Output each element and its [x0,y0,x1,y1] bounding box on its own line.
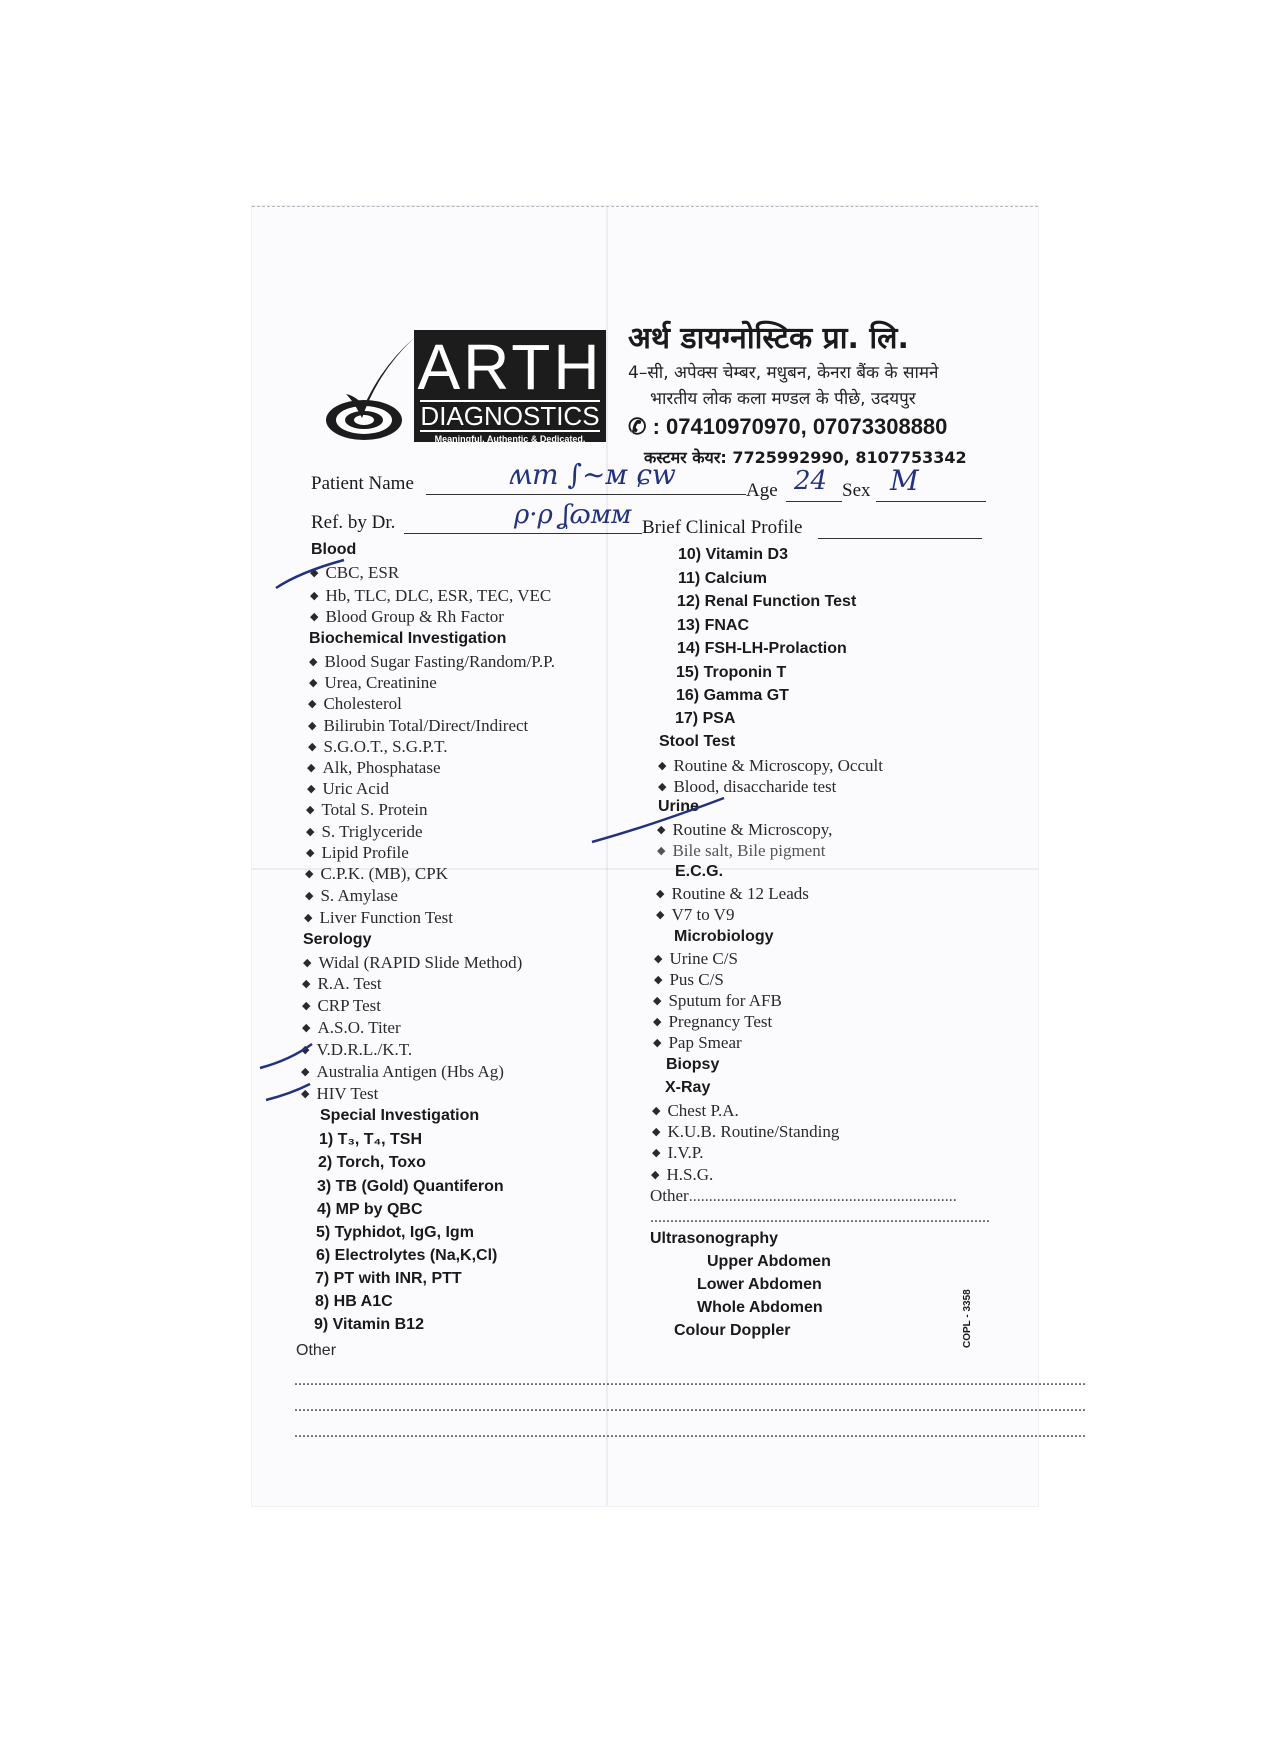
special-test-item: 17) PSA [675,710,736,727]
test-item: ◆ H.S.G. [651,1165,714,1184]
special-test-item: 4) MP by QBC [317,1201,423,1218]
test-item: ◆ R.A. Test [302,974,382,993]
test-item: ◆ Routine & Microscopy, Occult [658,756,883,775]
section-title-ultrasonography: Ultrasonography [650,1230,779,1247]
age-line [786,501,842,502]
usg-item: Upper Abdomen [707,1253,831,1270]
test-item: ◆ Urine C/S [654,949,738,968]
test-item: ◆ I.V.P. [652,1143,704,1162]
test-item: ◆ Total S. Protein [306,800,428,819]
section-title-urine: Urine [658,798,699,815]
test-item: ◆ Blood Group & Rh Factor [310,607,504,626]
form-code: COPL - 3358 [962,1289,973,1348]
other-label: Other [296,1342,337,1359]
section-title-microbiology: Microbiology [674,928,774,945]
test-item: ◆ Routine & 12 Leads [656,884,809,903]
logo-sub-text: DIAGNOSTICS [420,401,600,431]
special-test-item: 2) Torch, Toxo [318,1154,426,1171]
test-item: ◆ V.D.R.L./K.T. [301,1040,413,1059]
dotted-line: ...................................................................................................................................................................................................... [294,1372,1086,1389]
sex-line [876,501,986,502]
section-title-stool: Stool Test [659,733,736,750]
sex-label: Sex [842,480,871,501]
tear-line [252,206,1038,207]
test-item: ◆ Lipid Profile [306,843,409,862]
test-item: ◆ Blood Sugar Fasting/Random/P.P. [309,652,555,671]
patient-name-line [426,494,746,495]
test-item: ◆ Alk, Phosphatase [307,758,441,777]
test-item: ◆ C.P.K. (MB), CPK [305,864,449,883]
target-check-icon [322,332,416,442]
test-item: ◆ K.U.B. Routine/Standing [652,1122,840,1141]
patient-name-handwriting: ʍm ∫~ᴍ ɕw [508,458,676,491]
phone-icon: ✆ [628,414,647,439]
special-test-item: 12) Renal Function Test [677,593,857,610]
dotted-line: ...................................................................................................................................................................................................... [294,1398,1086,1415]
ref-by-dr-label: Ref. by Dr. [311,512,396,533]
test-item: ◆ Bilirubin Total/Direct/Indirect [308,716,529,735]
logo-main-text: ARTH [417,331,603,403]
logo-wordmark [414,330,606,442]
test-item: ◆ Pregnancy Test [653,1012,773,1031]
age-handwritten-value: 24 [794,466,828,496]
test-item: ◆ Urea, Creatinine [309,673,437,692]
section-title-serology: Serology [303,931,372,948]
test-item: ◆ Sputum for AFB [653,991,782,1010]
test-item: ◆ Routine & Microscopy, [657,820,833,839]
usg-item: Colour Doppler [674,1322,791,1339]
usg-item: Lower Abdomen [697,1276,822,1293]
special-test-item: 16) Gamma GT [676,687,789,704]
test-item: ◆ S. Amylase [305,886,398,905]
test-item: ◆ S.G.O.T., S.G.P.T. [308,737,448,756]
special-test-item: 5) Typhidot, IgG, Igm [316,1224,474,1241]
phone-text: : 07410970970, 07073308880 [652,414,948,439]
address-line-1: 4–सी, अपेक्स चेम्बर, मधुबन, केनरा बैंक के सामने [628,363,939,383]
test-item: ◆ Blood, disaccharide test [658,777,837,796]
section-title-ecg: E.C.G. [675,863,724,880]
special-test-item: 10) Vitamin D3 [678,546,788,563]
section-title-biopsy: Biopsy [666,1056,720,1073]
patient-name-label: Patient Name [311,473,414,494]
ref-by-dr-line [404,533,642,534]
other-label: Other................................................................... [650,1186,957,1205]
test-item: ◆ Australia Antigen (Hbs Ag) [301,1062,504,1081]
company-name: अर्थ डायग्नोस्टिक प्रा. लि. [628,321,909,356]
section-title-biochemical: Biochemical Investigation [309,630,507,647]
ref-doctor-handwriting: ρ·ρ ʆɷᴍᴍ [514,500,632,530]
address-line-2: भारतीय लोक कला मण्डल के पीछे, उदयपुर [650,389,916,409]
clinical-profile-label: Brief Clinical Profile [642,517,803,538]
special-test-item: 9) Vitamin B12 [314,1316,424,1333]
age-label: Age [746,480,778,501]
special-test-item: 8) HB A1C [315,1293,393,1310]
test-item: ◆ Cholesterol [308,694,402,713]
test-item: ◆ Pus C/S [654,970,724,989]
test-item: ◆ Pap Smear [653,1033,742,1052]
test-item: ◆ V7 to V9 [656,905,735,924]
section-title-blood: Blood [311,541,357,558]
test-item: ◆ A.S.O. Titer [302,1018,401,1037]
usg-item: Whole Abdomen [697,1299,823,1316]
dotted-line: ..................................................................................... [650,1209,990,1226]
test-item: ◆ Bile salt, Bile pigment [657,841,826,860]
test-item: ◆ Liver Function Test [304,908,454,927]
special-test-item: 1) T₃, T₄, TSH [319,1131,423,1148]
test-item: ◆ Chest P.A. [652,1101,739,1120]
test-item: ◆ CRP Test [302,996,381,1015]
sex-handwritten-value: M [890,464,919,497]
special-test-item: 6) Electrolytes (Na,K,Cl) [316,1247,498,1264]
special-test-item: 13) FNAC [677,617,750,634]
dotted-line: ...................................................................................................................................................................................................... [294,1424,1086,1441]
test-item: ◆ Hb, TLC, DLC, ESR, TEC, VEC [310,586,552,605]
clinical-profile-line [818,538,982,539]
special-test-item: 15) Troponin T [676,664,787,681]
test-item: ◆ CBC, ESR [310,563,400,582]
test-item: ◆ HIV Test [301,1084,379,1103]
fold-crease-vertical [606,206,608,1506]
section-title-special: Special Investigation [320,1107,480,1124]
test-item: ◆ S. Triglyceride [306,822,423,841]
test-item: ◆ Widal (RAPID Slide Method) [303,953,523,972]
logo-tagline: Meaningful, Authentic & Dedicated. [434,434,586,444]
special-test-item: 3) TB (Gold) Quantiferon [317,1178,504,1195]
phone-numbers [628,414,947,440]
section-title-xray: X-Ray [665,1079,711,1096]
special-test-item: 7) PT with INR, PTT [315,1270,462,1287]
test-item: ◆ Uric Acid [307,779,390,798]
special-test-item: 11) Calcium [678,570,767,587]
special-test-item: 14) FSH-LH-Prolaction [677,640,847,657]
customer-care: कस्टमर केयर: 7725992990, 8107753342 [644,448,967,467]
